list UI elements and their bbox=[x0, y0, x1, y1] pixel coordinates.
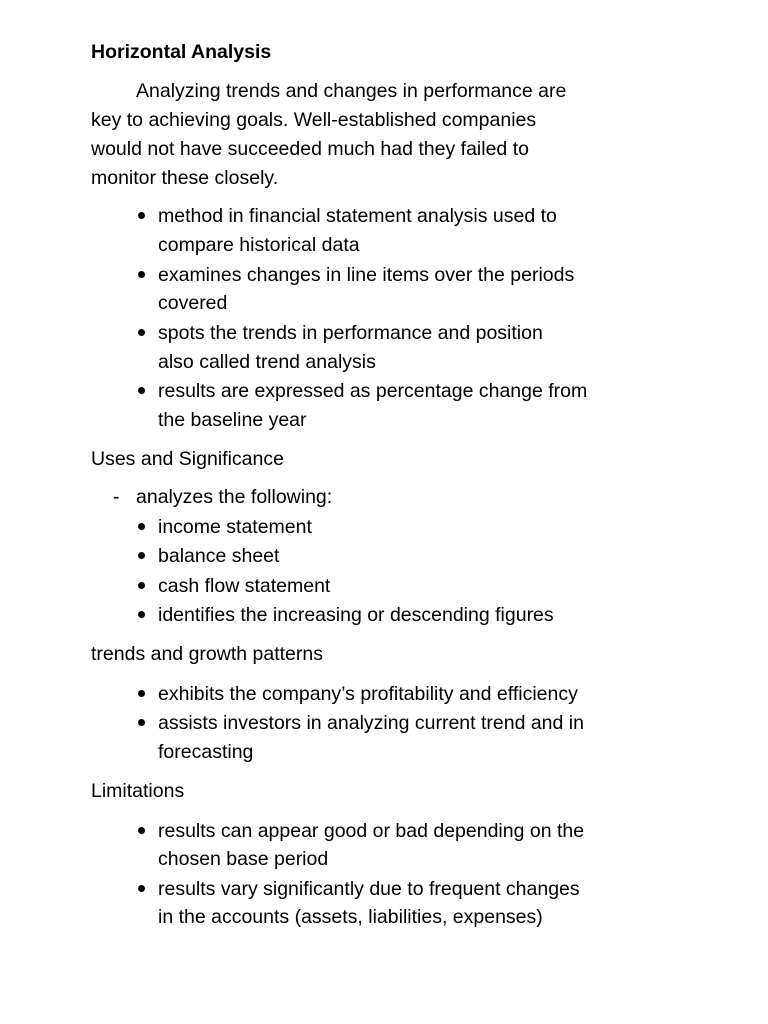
intro-line: monitor these closely. bbox=[91, 167, 279, 189]
bullet-icon bbox=[138, 582, 145, 589]
bullet-icon bbox=[138, 690, 145, 697]
section-heading: Limitations bbox=[91, 780, 185, 802]
intro-line: key to achieving goals. Well-established companies bbox=[91, 109, 537, 131]
bullet-text: assists investors in analyzing current trend and in bbox=[158, 712, 584, 734]
bullet-text: spots the trends in performance and position bbox=[158, 322, 543, 344]
bullet-text: in the accounts (assets, liabilities, expenses) bbox=[158, 906, 543, 928]
section-heading: trends and growth patterns bbox=[91, 643, 323, 665]
dash-marker: - bbox=[113, 486, 120, 508]
bullet-icon bbox=[138, 827, 145, 834]
bullet-icon bbox=[138, 552, 145, 559]
bullet-icon bbox=[138, 611, 145, 618]
bullet-icon bbox=[138, 719, 145, 726]
dash-item-text: analyzes the following: bbox=[136, 486, 333, 508]
bullet-text: method in financial statement analysis used to bbox=[158, 205, 557, 227]
bullet-text: results can appear good or bad depending on the bbox=[158, 820, 585, 842]
bullet-text: income statement bbox=[158, 516, 312, 538]
bullet-text: results are expressed as percentage change from bbox=[158, 380, 588, 402]
intro-line: would not have succeeded much had they failed to bbox=[91, 138, 529, 160]
bullet-icon bbox=[138, 271, 145, 278]
section-heading: Uses and Significance bbox=[91, 448, 284, 470]
bullet-text: examines changes in line items over the periods bbox=[158, 264, 575, 286]
bullet-text: exhibits the company’s profitability and efficiency bbox=[158, 683, 578, 705]
bullet-icon bbox=[138, 212, 145, 219]
bullet-icon bbox=[138, 329, 145, 336]
bullet-icon bbox=[138, 523, 145, 530]
bullet-icon bbox=[138, 387, 145, 394]
bullet-text: identifies the increasing or descending figures bbox=[158, 604, 554, 626]
bullet-text: results vary significantly due to frequent changes bbox=[158, 878, 580, 900]
bullet-icon bbox=[138, 885, 145, 892]
bullet-text: also called trend analysis bbox=[158, 351, 376, 373]
bullet-text: cash flow statement bbox=[158, 575, 331, 597]
intro-line: Analyzing trends and changes in performance are bbox=[136, 80, 567, 102]
page-title: Horizontal Analysis bbox=[91, 41, 272, 63]
bullet-text: compare historical data bbox=[158, 234, 360, 256]
bullet-text: the baseline year bbox=[158, 409, 307, 431]
bullet-text: forecasting bbox=[158, 741, 254, 763]
bullet-text: covered bbox=[158, 292, 228, 314]
bullet-text: chosen base period bbox=[158, 848, 329, 870]
bullet-text: balance sheet bbox=[158, 545, 280, 567]
